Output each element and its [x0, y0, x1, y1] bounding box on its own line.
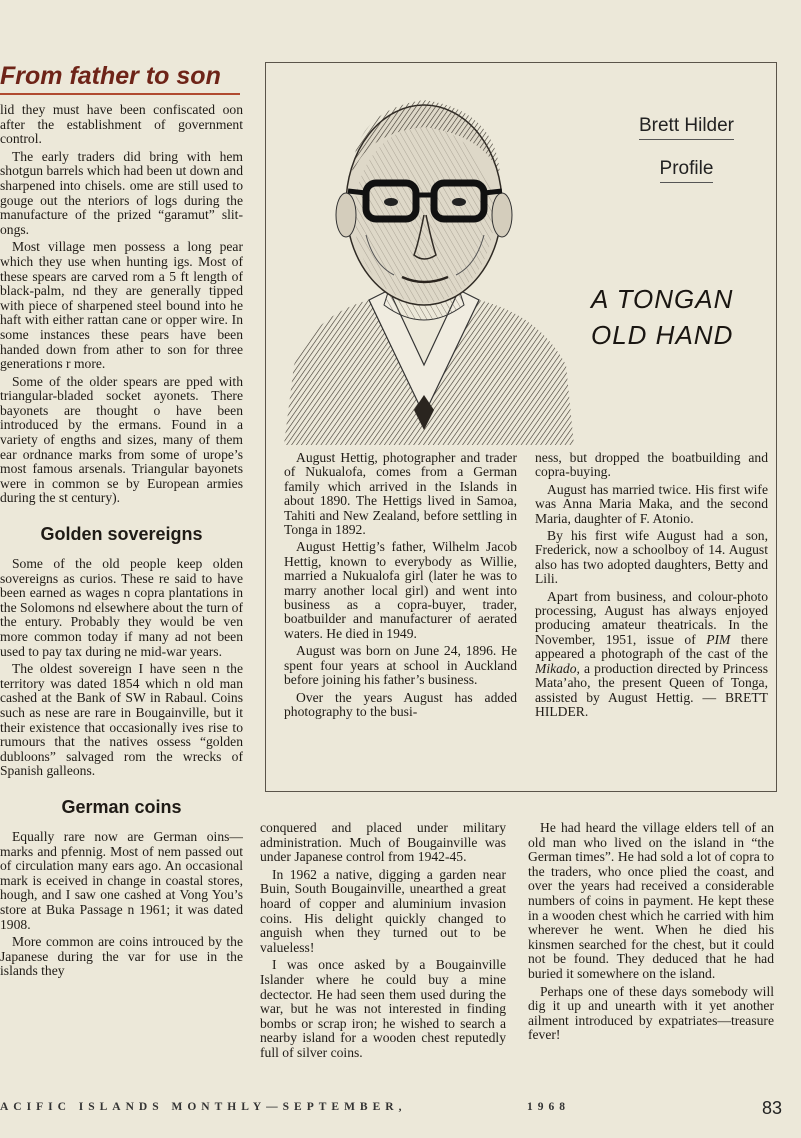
profile-column-2 [535, 451, 768, 781]
paragraph: Most village men possess a long pear which they use when hunting igs. Most of these spears are carved rom a 5 ft length of black-palm, nd they are generally tipped with piece of sharpened steel bound into he haft with either rattan cane or opper wire. In some instances these pears have been handed down from ather to son for three generations r more. [0, 239, 243, 372]
paragraph: By his first wife August had a son, Frederick, now a schoolboy of 14. August also has two adopted daughters, Betty and Lili. [535, 528, 768, 587]
bottom-columns [260, 821, 775, 1089]
paragraph: conquered and placed under military administration. Much of Bougainville was under Japanese control from 1942-45. [260, 821, 506, 865]
bottom-column-1 [260, 821, 506, 1089]
subhead-golden-sovereigns: Golden sovereigns [40, 524, 203, 545]
publication-year: 1968 [527, 1101, 570, 1113]
headline-line: A TONGAN [591, 284, 734, 314]
publication-name: ACIFIC ISLANDS MONTHLY—SEPTEMBER, [0, 1101, 407, 1113]
paragraph [535, 590, 768, 720]
profile-columns [284, 451, 768, 781]
paragraph: lid they must have been confiscated oon after the establishment of government control. [0, 102, 243, 147]
paragraph: August Hettig, photographer and trader of Nukualofa, comes from a German family which arrived in the Islands in about 1890. The Hettigs lived in Samoa, Tahiti and New Zealand, before settling in Tonga in 1892. [284, 451, 517, 538]
byline-label: Profile [660, 158, 714, 183]
headline-line: OLD HAND [591, 320, 734, 350]
paragraph: August Hettig’s father, Wilhelm Jacob Hettig, known to everybody as Willie, married a Nukualofa girl (later he was to marry another local girl) and went into business as a copra-buyer, trader, boatbuilder and manufacturer of aerated waters. He died in 1949. [284, 539, 517, 641]
paragraph: Some of the older spears are pped with triangular-bladed socket ayonets. There bayonets are thought o have been introduced by the ermans. Found in a variety of engths and sizes, many of them ear ordnance marks from some of urope’s most famous arsenals. Triangular bayonets were in common se by European armies during the st century). [0, 373, 243, 506]
paragraph: In 1962 a native, digging a garden near Buin, South Bougainville, unearthed a great hoard of copper and aluminium invasion coins. His delight quickly changed to anguish when they turned out to be valueless! [260, 866, 506, 955]
byline-author: Brett Hilder [639, 115, 734, 140]
profile-column-1 [284, 451, 517, 781]
page-footer [0, 1098, 801, 1128]
section-title: From father to son [0, 62, 221, 90]
text-run: Apart from business, and colour-photo processing, August has always enjoyed producing amateur theatricals. In the November, 1951, issue of [535, 588, 768, 647]
text-run: there appeared a photograph of the cast of the [535, 631, 768, 662]
paragraph: The early traders did bring with hem shotgun barrels which had been ut down and sharpened into chisels. ome are still used to gouge out the nteriors of logs during the manufacture of the prized “garamut” slit-ongs. [0, 148, 243, 237]
title-rule [0, 93, 240, 95]
paragraph: The oldest sovereign I have seen n the territory was dated 1854 which n old man cashed at the Bank of SW in Rabaul. Coins such as nese are rare in Bougainville, but it their existence that occasionally ives rise to rumours that the natives ossess “golden dubloons” salvaged rom the wrecks of Spanish galleons. [0, 661, 243, 779]
byline [639, 115, 734, 183]
profile-headline [591, 281, 771, 353]
text-run-italic: Mikado, [535, 660, 580, 676]
paragraph: I was once asked by a Bougainville Islander where he could buy a mine dectector. He had seen them used during the war, but he was not interested in finding bombs or scrap iron; he wished to search a nearby island for a wooden chest reputedly full of silver coins. [260, 957, 506, 1060]
subhead-german-coins: German coins [61, 796, 182, 817]
paragraph: Equally rare now are German oins—marks and pfennig. Most of nem passed out of circulation many ears ago. An occasional mark is eceived in change in coastal stores, hough, and I saw one cashed at Vong You’s store at Buka Passage n 1961; it was dated 1908. [0, 828, 243, 932]
bottom-column-2 [528, 821, 774, 1089]
portrait-icon [274, 65, 574, 445]
paragraph: Some of the old people keep olden sovereigns as curios. These re said to have been earned as wages n copra plantations in the Solomons nd elsewhere about the turn of the entury. Probably they would be ven more common today if many ad not been used to pay tax during ne mid-war years. [0, 556, 243, 659]
text-run: a production directed by Princess Mata’aho, the present Queen of Tonga, assisted by August Hettig. — BRETT HILDER. [535, 660, 768, 719]
portrait-illustration [274, 65, 574, 445]
text-run-italic: PIM [706, 631, 731, 647]
paragraph: Over the years August has added photography to the busi- [284, 689, 517, 719]
paragraph: ness, but dropped the boatbuilding and copra-buying. [535, 451, 768, 480]
profile-box [265, 62, 777, 792]
paragraph: August has married twice. His first wife was Anna Maria Maka, and the second Maria, daughter of F. Atonio. [535, 481, 768, 526]
left-article-column [0, 54, 243, 1084]
paragraph: Perhaps one of these days somebody will dig it up and unearth with it yet another ailment introduced by expatriates—treasure fever! [528, 983, 774, 1043]
paragraph: He had heard the village elders tell of an old man who lived on the island in “the German times”. He had sold a lot of copra to the traders, who once plied the coast, and over the years had received a considerable numbers of coins in payment. He kept these in a wooden chest which he carried with him wherever he went. When he died his kinsmen searched for the chest, but it could not be found. They deduced that he had buried it somewhere on the island. [528, 821, 774, 981]
paragraph: More common are coins introuced by the Japanese during the var for use in the islands they [0, 934, 243, 979]
paragraph: August was born on June 24, 1896. He spent four years at school in Auckland before joining his father’s business. [284, 643, 517, 688]
page-number: 83 [762, 1098, 783, 1118]
